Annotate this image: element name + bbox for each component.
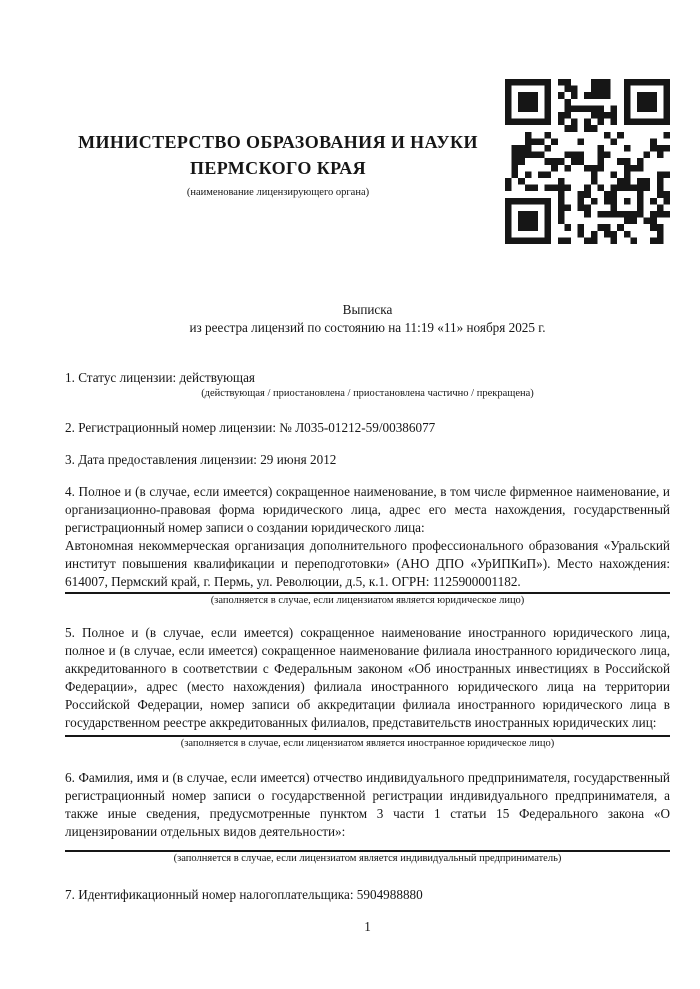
- legal-entity-label: 4. Полное и (в случае, если имеется) сокращенное наименование, в том числе фирменное наименование, и организационно-правовая форма юридического лица, адрес его места нахождения, государственный регистрационный номер записи о создании юридического лица:: [65, 484, 670, 535]
- document-title-line2: из реестра лицензий по состоянию на 11:19 «11» ноября 2025 г.: [189, 320, 546, 335]
- individual-entrepreneur-caption: (заполняется в случае, если лицензиатом является индивидуальный предприниматель): [173, 853, 562, 864]
- legal-entity-value: Автономная некоммерческая организация дополнительного профессионального образования «Уральский институт повышения квалификации и переподготовки» (АНО ДПО «УрИПКиП»). Место нахождения: 614007, Пермский край, г. Пермь, ул. Революции, д.5, к.1. ОГРН: 1125900001182.: [65, 537, 670, 594]
- field-registration-number: [65, 419, 670, 437]
- license-grant-date-text: 3. Дата предоставления лицензии: 29 июня 2012: [65, 452, 337, 467]
- field-legal-entity: [65, 483, 670, 608]
- qr-code-graphic: [505, 79, 670, 244]
- individual-entrepreneur-label: 6. Фамилия, имя и (в случае, если имеется) отчество индивидуального предпринимателя, государственный регистрационный номер записи о государственной регистрации индивидуального предпринимателя, а также иные сведения, предусмотренные пунктом 3 части 1 статьи 15 Федерального закона «О лицензировании отдельных видов деятельности»:: [65, 770, 670, 839]
- license-status-text: 1. Статус лицензии: действующая: [65, 370, 256, 385]
- field-foreign-legal-entity: [65, 624, 670, 751]
- page-number: 1: [364, 919, 371, 934]
- taxpayer-id-text: 7. Идентификационный номер налогоплательщика: 5904988880: [65, 887, 423, 902]
- ministry-name-line2: ПЕРМСКОГО КРАЯ: [189, 158, 367, 178]
- ministry-name-line1: МИНИСТЕРСТВО ОБРАЗОВАНИЯ И НАУКИ: [78, 132, 478, 152]
- qr-code-icon: [505, 79, 670, 244]
- legal-entity-caption: (заполняется в случае, если лицензиатом является юридическое лицо): [210, 595, 525, 606]
- license-status-caption: (действующая / приостановлена / приостановлена частично / прекращена): [201, 388, 534, 399]
- document-title-line1: Выписка: [342, 302, 393, 317]
- document-body: [65, 301, 670, 936]
- field-taxpayer-id: [65, 886, 670, 904]
- ministry-name-caption: (наименование лицензирующего органа): [186, 187, 370, 198]
- field-license-grant-date: [65, 451, 670, 469]
- issuing-authority-header: [65, 129, 491, 199]
- field-license-status: [65, 369, 670, 401]
- registration-number-text: 2. Регистрационный номер лицензии: № Л035-01212-59/00386077: [65, 420, 436, 435]
- field-individual-entrepreneur: [65, 769, 670, 866]
- foreign-legal-entity-label: 5. Полное и (в случае, если имеется) сокращенное наименование иностранного юридического лица, полное и (в случае, если имеется) сокращенное наименование филиала иностранного юридического лица, аккредитованного в соответствии с Федеральным законом «Об иностранных инвестициях в Российской Федерации», адрес (место нахождения) филиала иностранного юридического лица на территории Российской Федерации, номер записи об аккредитации филиала иностранного юридического лица в государственном реестре аккредитованных филиалов, представительств иностранных юридических лиц:: [65, 625, 670, 730]
- document-title: [65, 301, 670, 337]
- individual-entrepreneur-blank-value: [65, 841, 670, 852]
- foreign-legal-entity-caption: (заполняется в случае, если лицензиатом является иностранное юридическое лицо): [180, 738, 555, 749]
